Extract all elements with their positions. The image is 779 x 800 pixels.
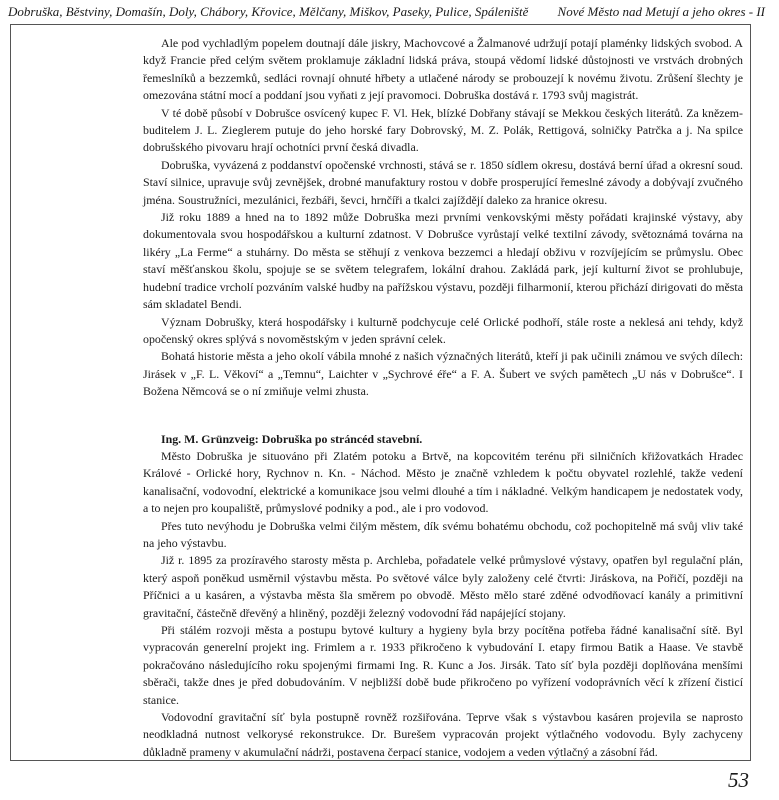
paragraph: Ale pod vychladlým popelem doutnají dále jiskry, Machovcové a Žalmanové udržují potají plaménky lidských svobod. A když Francie před celým světem proklamuje základní lidská práva, stoupá vědomí lidské důstojnosti ve vrstvách drobných řemeslníků a bezzemků, sedláci rovnají ohnuté hřbety a utlačené národy se probouzejí k novému životu. Zrůšení šlechty je omezována státní mocí a poddaní jsou vyňati z její pravomoci. Dobruška dostává r. 1793 svůj magistrát. [143,36,743,103]
page-number: 53 [728,768,749,792]
paragraph: Přes tuto nevýhodu je Dobruška velmi čilým městem, dík svému bohatému obchodu, což pochopitelně má svůj vliv také na jeho výstavbu. [143,518,743,550]
article-body [143,35,743,761]
section-heading: Ing. M. Grünzveig: Dobruška po stráncéd stavební. [161,431,423,446]
paragraph: Při stálém rozvoji města a postupu bytové kultury a hygieny byla brzy pocítěna potřeba řádné kanalisační sítě. Byl vypracován generelní projekt ing. Frimlem a r. 1933 přikročeno k vybudování I. etapy firmou Batik a Haase. Ve stavbě pokračováno následujícího roku spojenými firmami Ing. R. Kunc a Jos. Jirsák. Tato síť byla později doplňována menšími sběrači, takže dnes je před dobudováním. V nejbližší době bude přikročeno po vyřízení vodoprávních věcí k zřízení čisticí stanice. [143,623,743,707]
header-place-list: Dobruška, Běstviny, Domašín, Doly, Chábory, Křovice, Mělčany, Miškov, Paseky, Pulice, Spáleniště [8,4,529,19]
paragraph: Již r. 1895 za prozíravého starosty města p. Archleba, pořadatele velké průmyslové výstavy, opatřen byl regulační plán, který aspoň poněkud usměrnil výstavbu města. Po světové válce byly založeny celé čtvrti: Jiráskova, na Pořičí, později na Příčnici a u kasáren, a výstavba města šla směrem po obvodě. Město mělo staré zděné odvodňovací kanály a primitivní gravitační, částečně dřevěný a hliněný, později železný vodovodní řád napájející stojany. [143,553,743,620]
paragraph: Bohatá historie města a jeho okolí vábila mnohé z našich význačných literátů, kteří ji pak učinili známou ve svých dílech: Jirásek v „F. L. Věkoví“ a „Temnu“, Laichter v „Sychrové éře“ a F. A. Šubert ve svých pamětech „U nás v Dobrušce“. I Božena Němcová se o ní zmiňuje velmi zhusta. [143,349,743,399]
running-header [0,0,779,24]
header-book-title: Nové Město nad Metují a jeho okres - II [557,4,765,19]
paragraph: V té době působí v Dobrušce osvícený kupec F. Vl. Hek, blízké Dobřany stávají se Mekkou českých literátů. Za knězem-buditelem J. L. Zieglerem putuje do jeho horské fary Dobrovský, M. Z. Polák, Rettigová, solničky Patrčka a j. Na spilce dobrušského pivovaru hrají ochotníci první česká divadla. [143,105,743,155]
paragraph: Dobruška, vyvázená z poddanství opočenské vrchnosti, stává se r. 1850 sídlem okresu, dostává berní úřad a okresní soud. Staví silnice, upravuje svůj zevnějšek, drobné manufaktury rostou v dobře prosperující řemeslné závody a dobývají zvučného jména. Soustružníci, mezulánici, řezbáři, ševci, hrnčíři a tkalci zajíždějí daleko za hranice okresu. [143,157,743,207]
paragraph: Vodovodní gravitační síť byla postupně rovněž rozšiřována. Teprve však s výstavbou kasáren projevila se naprosto neodkladná nutnost velkorysé rekonstrukce. Dr. Burešem vypracován projekt výtlačného vodovodu. Byly zachyceny důkladně prameny v akumulační nádrži, postavena čerpací stanice, vodojem a veden výtlačný a zásobní řád. [143,710,743,759]
paragraph: Již roku 1889 a hned na to 1892 může Dobruška mezi prvními venkovskými městy pořádati krajinské výstavy, aby dokumentovala svou hospodářskou a kulturní zdatnost. V Dobrušce vyrůstají velké textilní závody, světoznámá továrna na likéry „La Ferme“ a stuhárny. Do města se stěhují z venkova bezzemci a hledají obživu v rozvíjejícím se průmyslu. Obec staví měšťanskou školu, spojuje se se světem telegrafem, lokální drahou. Zakládá park, její kulturní život se prohlubuje, hudební tradice vrcholí pozváním valské hudby na pařížskou výstavu, později filharmonií, kterou přichází dirigovati do města sám skladatel Bendi. [143,210,743,312]
paragraph: Význam Dobrušky, která hospodářsky i kulturně podchycuje celé Orlické podhoří, stále roste a neklesá ani tehdy, když opočenský okres splývá s novoměstským v jeden správní celek. [143,314,743,346]
paragraph: Město Dobruška je situováno při Zlatém potoku a Brtvě, na kopcovitém terénu při silničních křižovatkách Hradec Králové - Orlické hory, Rychnov n. Kn. - Náchod. Město je značně vzhledem k počtu obyvatel rozlehlé, takže vedení kanalisační, vodovodní, elektrické a komunikace jsou velmi dlouhé a tím i nákladné. Velkým handicapem je nedostatek vody, a to nejen pro koupaliště, průmyslové podniky a pod., ale i pro vodovod. [143,448,743,516]
